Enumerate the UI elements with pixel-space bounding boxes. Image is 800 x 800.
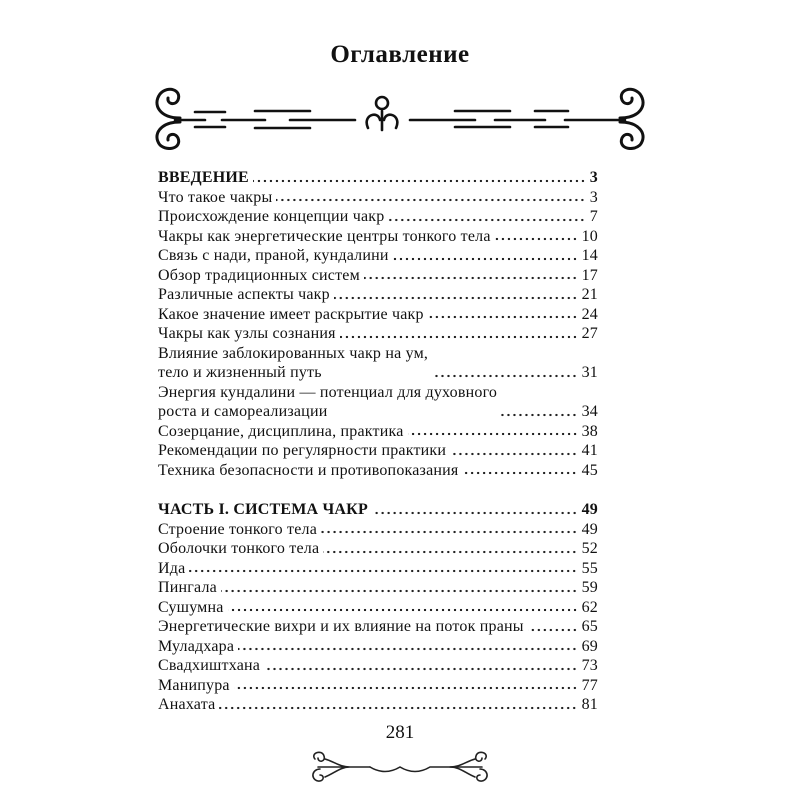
entry-page-number: 27 bbox=[581, 325, 598, 342]
entry-page-number: 81 bbox=[581, 696, 598, 713]
entry-title: Ида bbox=[158, 559, 186, 577]
entry-page-number: 59 bbox=[581, 579, 598, 596]
entry-page-number: 49 bbox=[581, 501, 598, 518]
toc-entry[interactable] bbox=[158, 656, 598, 676]
entry-title: Что такое чакры bbox=[158, 188, 273, 206]
toc-entry[interactable] bbox=[158, 617, 598, 637]
page-number: 281 bbox=[385, 722, 415, 743]
toc-section bbox=[158, 168, 598, 480]
entry-page-number: 3 bbox=[589, 169, 598, 186]
entry-page-number: 7 bbox=[589, 208, 598, 225]
dot-leader bbox=[238, 647, 577, 651]
entry-title: Техника безопасности и противопоказания bbox=[158, 461, 459, 479]
toc-entry[interactable] bbox=[158, 520, 598, 540]
toc-entry[interactable] bbox=[158, 383, 598, 422]
dot-leader bbox=[495, 237, 578, 241]
entry-title: Какое значение имеет раскрытие чакр bbox=[158, 305, 424, 323]
entry-page-number: 10 bbox=[581, 227, 598, 245]
dot-leader bbox=[228, 608, 578, 612]
entry-page-number: 55 bbox=[581, 559, 598, 577]
entry-page-number: 14 bbox=[581, 247, 598, 264]
toc-entry[interactable] bbox=[158, 461, 598, 481]
entry-page-number: 31 bbox=[581, 364, 598, 381]
entry-page-number: 73 bbox=[581, 657, 598, 674]
entry-page-number: 62 bbox=[581, 598, 598, 616]
table-of-contents bbox=[158, 168, 598, 735]
toc-entry[interactable] bbox=[158, 305, 598, 325]
toc-entry[interactable] bbox=[158, 285, 598, 305]
dot-leader bbox=[393, 257, 578, 261]
toc-entry[interactable] bbox=[158, 246, 598, 266]
entry-page-number: 17 bbox=[581, 266, 598, 284]
toc-section bbox=[158, 500, 598, 715]
entry-title: Оболочки тонкого тела bbox=[158, 540, 320, 557]
entry-title: Манипура bbox=[158, 676, 230, 694]
toc-entry[interactable] bbox=[158, 559, 598, 579]
ornament-divider-top bbox=[150, 80, 650, 150]
dot-leader bbox=[364, 276, 578, 280]
toc-section-heading[interactable] bbox=[158, 168, 598, 188]
entry-title: Свадхиштхана bbox=[158, 657, 261, 674]
dot-leader bbox=[528, 628, 578, 632]
dot-leader bbox=[408, 432, 578, 436]
entry-title: Строение тонкого тела bbox=[158, 520, 318, 538]
dot-leader bbox=[276, 198, 585, 202]
entry-title: Анахата bbox=[158, 696, 216, 713]
dot-leader bbox=[388, 218, 585, 222]
toc-entry[interactable] bbox=[158, 441, 598, 461]
toc-entry[interactable] bbox=[158, 695, 598, 715]
entry-title: Энергетические вихри и их влияние на поток праны bbox=[158, 618, 524, 635]
dot-leader bbox=[428, 315, 578, 319]
entry-page-number: 52 bbox=[581, 540, 598, 557]
page-title: Оглавление bbox=[330, 41, 470, 68]
entry-title: ВВЕДЕНИЕ bbox=[158, 169, 249, 186]
dot-leader bbox=[321, 530, 578, 534]
entry-title: Муладхара bbox=[158, 637, 235, 655]
entry-page-number: 69 bbox=[581, 637, 598, 655]
toc-entry[interactable] bbox=[158, 539, 598, 559]
dot-leader bbox=[189, 569, 577, 573]
entry-title: Влияние заблокированных чакр на ум, тело и жизненный путь bbox=[158, 344, 429, 381]
entry-title: Обзор традиционных систем bbox=[158, 266, 360, 284]
toc-entry[interactable] bbox=[158, 676, 598, 696]
toc-entry[interactable] bbox=[158, 324, 598, 344]
entry-title: Связь с нади, праной, кундалини bbox=[158, 247, 389, 264]
entry-page-number: 49 bbox=[581, 520, 598, 538]
dot-leader bbox=[253, 179, 586, 183]
toc-entry[interactable] bbox=[158, 598, 598, 618]
entry-page-number: 65 bbox=[581, 618, 598, 635]
dot-leader bbox=[450, 452, 577, 456]
entry-title: ЧАСТЬ I. СИСТЕМА ЧАКР bbox=[158, 501, 368, 518]
dot-leader bbox=[372, 511, 578, 515]
entry-title: Происхождение концепции чакр bbox=[158, 208, 385, 225]
entry-page-number: 21 bbox=[581, 286, 598, 303]
entry-page-number: 34 bbox=[581, 403, 598, 420]
dot-leader bbox=[340, 335, 578, 339]
dot-leader bbox=[234, 686, 578, 690]
entry-title: Рекомендации по регулярности практики bbox=[158, 442, 447, 459]
dot-leader bbox=[334, 296, 578, 300]
toc-entry[interactable] bbox=[158, 637, 598, 657]
toc-entry[interactable] bbox=[158, 227, 598, 247]
entry-title: Различные аспекты чакр bbox=[158, 286, 330, 303]
entry-title: Энергия кундалини — потенциал для духовного роста и самореализации bbox=[158, 383, 498, 420]
dot-leader bbox=[264, 667, 578, 671]
toc-section-heading[interactable] bbox=[158, 500, 598, 520]
entry-page-number: 41 bbox=[581, 442, 598, 459]
entry-page-number: 45 bbox=[581, 461, 598, 479]
toc-entry[interactable] bbox=[158, 344, 598, 383]
toc-entry[interactable] bbox=[158, 578, 598, 598]
entry-title: Сушумна bbox=[158, 598, 224, 616]
entry-title: Пингала bbox=[158, 579, 217, 596]
dot-leader bbox=[501, 413, 577, 417]
dot-leader bbox=[219, 706, 577, 710]
dot-leader bbox=[221, 589, 578, 593]
toc-entry[interactable] bbox=[158, 422, 598, 442]
entry-title: Чакры как энергетические центры тонкого тела bbox=[158, 227, 491, 245]
dot-leader bbox=[323, 550, 577, 554]
entry-title: Созерцание, дисциплина, практика bbox=[158, 422, 404, 440]
toc-entry[interactable] bbox=[158, 207, 598, 227]
dot-leader bbox=[432, 374, 577, 378]
ornament-divider-bottom bbox=[310, 747, 490, 792]
entry-page-number: 3 bbox=[589, 188, 598, 206]
toc-entry[interactable] bbox=[158, 188, 598, 208]
dot-leader bbox=[462, 471, 577, 475]
toc-entry[interactable] bbox=[158, 266, 598, 286]
entry-title: Чакры как узлы сознания bbox=[158, 325, 336, 342]
entry-page-number: 77 bbox=[581, 676, 598, 694]
entry-page-number: 38 bbox=[581, 422, 598, 440]
entry-page-number: 24 bbox=[581, 305, 598, 323]
